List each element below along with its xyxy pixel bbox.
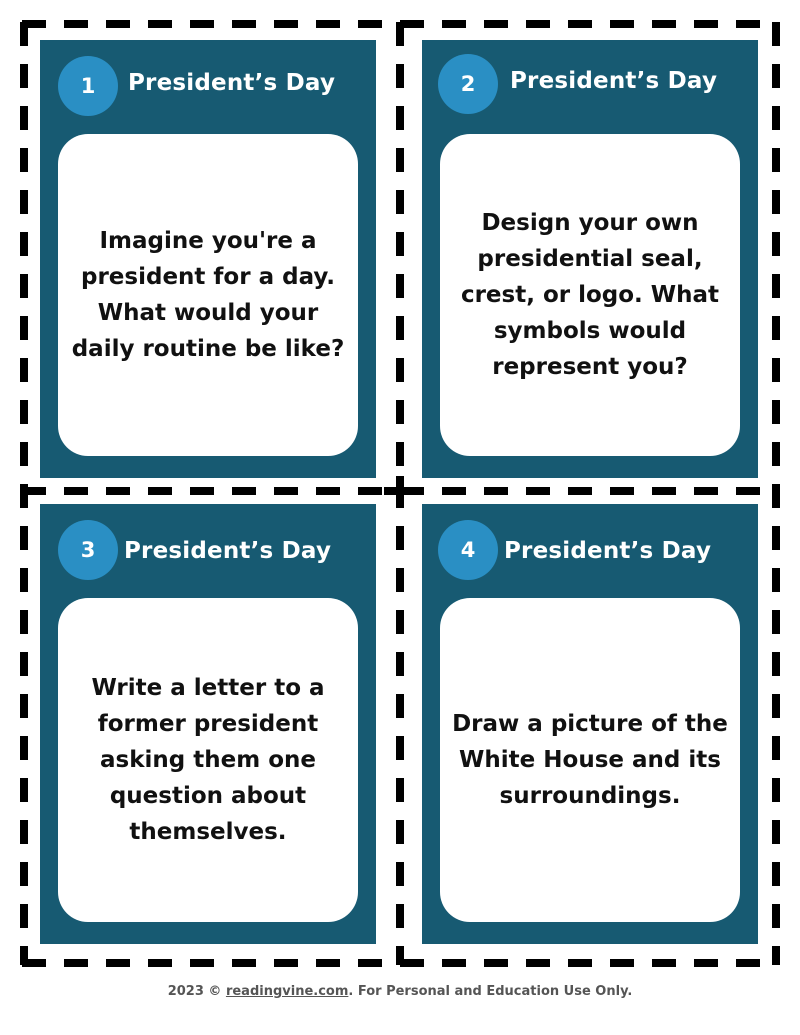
card-body	[58, 134, 358, 456]
card-prompt-text: Write a letter to a former president asking them one question about themselves.	[91, 675, 325, 845]
card-prompt-text: Design your own presidential seal, crest, or logo. What symbols would represent you?	[460, 210, 720, 380]
task-card-1	[40, 40, 376, 478]
card-number-badge	[438, 520, 498, 580]
task-card-2	[422, 40, 758, 478]
task-card-4	[422, 504, 758, 944]
card-title: President’s Day	[510, 68, 718, 94]
card-prompt-text: Draw a picture of the White House and its surroundings.	[452, 711, 728, 809]
card-title: President’s Day	[128, 70, 336, 96]
card-title: President’s Day	[504, 538, 712, 564]
footer-website-link[interactable]: readingvine.com	[225, 984, 349, 999]
task-card-3	[40, 504, 376, 944]
card-title: President’s Day	[124, 538, 332, 564]
card-prompt-text: Imagine you're a president for a day. What would your daily routine be like?	[71, 228, 345, 362]
card-number: 4	[460, 538, 476, 562]
card-number: 1	[80, 74, 96, 98]
card-body	[440, 598, 740, 922]
card-number: 2	[460, 72, 476, 96]
footer-suffix: . For Personal and Education Use Only.	[348, 984, 633, 999]
footer-copyright	[0, 984, 800, 999]
card-number-badge	[58, 520, 118, 580]
card-number: 3	[80, 538, 96, 562]
card-body	[58, 598, 358, 922]
footer-prefix: 2023 ©	[167, 984, 226, 999]
card-body	[440, 134, 740, 456]
card-number-badge	[58, 56, 118, 116]
card-number-badge	[438, 54, 498, 114]
